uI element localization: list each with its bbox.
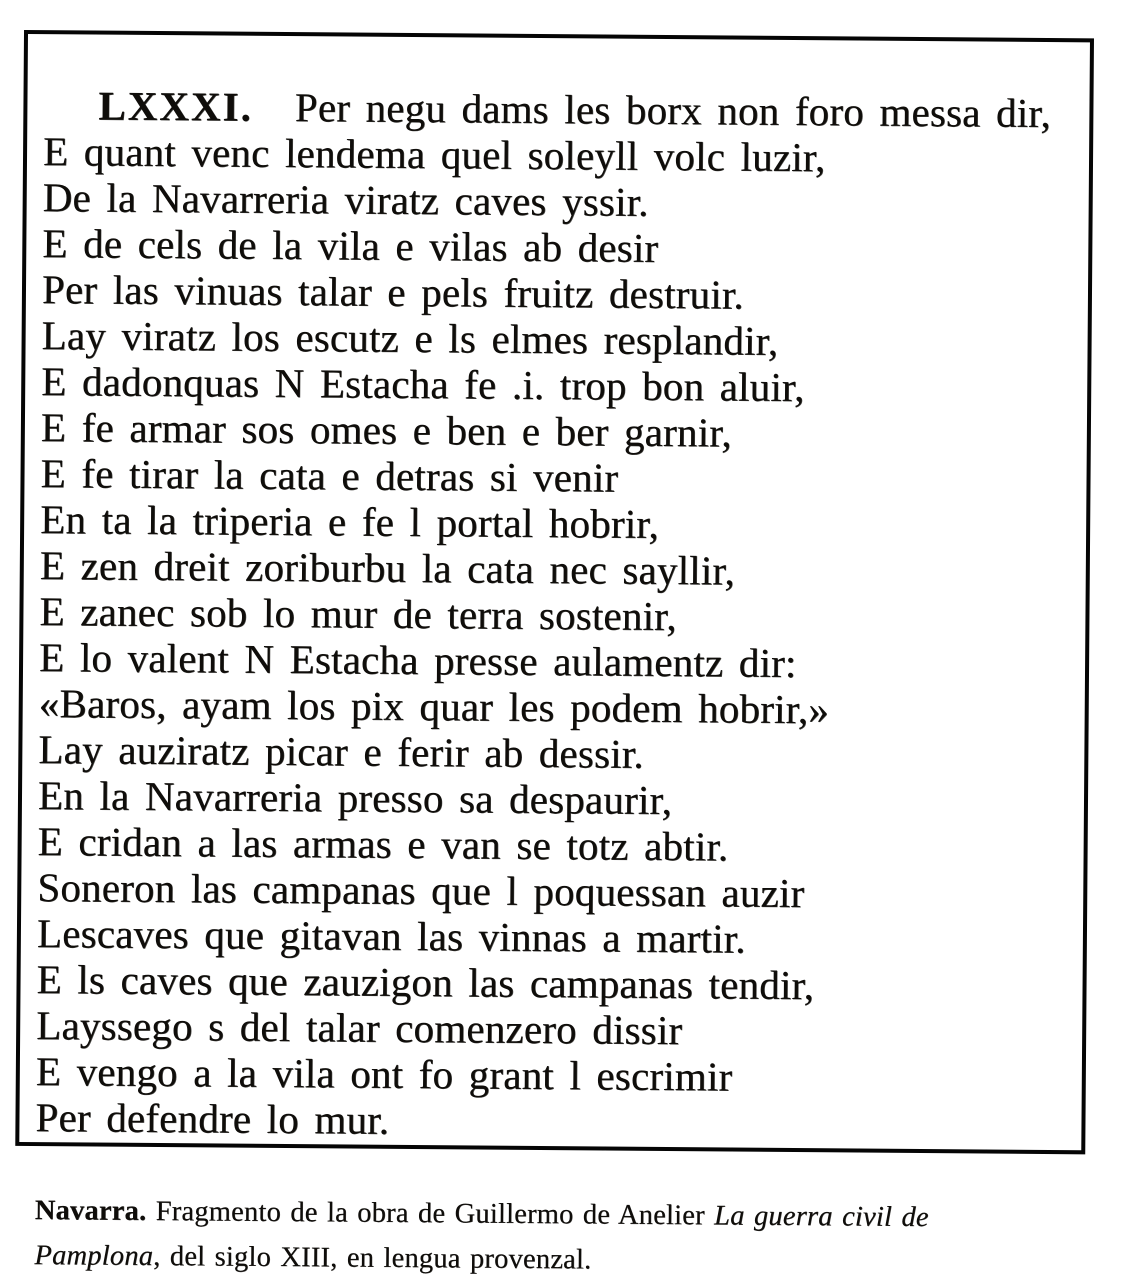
poem-line: E vengo a la vila ont fo grant l escrimir (35, 1048, 733, 1100)
caption-work-title: La guerra civil de Pamplona (34, 1200, 929, 1273)
poem-box-frame (15, 30, 1094, 1154)
poem-line: Soneron las campanas que l poquessan auzir (37, 864, 805, 917)
poem-line: Per las vinuas talar e pels fruitz destruir. (41, 266, 745, 318)
poem-line: E fe armar sos omes e ben e ber garnir, (40, 404, 733, 456)
poem-line: «Baros, ayam los pix quar les podem hobrir,» (38, 680, 830, 733)
poem-line: Lay viratz los escutz e ls elmes resplandir, (41, 312, 779, 364)
caption-text-before-title: Fragmento de la obra de Guillermo de Anelier (146, 1195, 715, 1232)
poem-line: E zanec sob lo mur de terra sostenir, (39, 588, 677, 640)
poem-line: Lay auziratz picar e ferir ab dessir. (38, 726, 644, 777)
poem-line: Lescaves que gitavan las vinnas a martir. (36, 910, 746, 962)
poem-line: Layssego s del talar comenzero dissir (36, 1002, 683, 1054)
poem-line: E fe tirar la cata e detras si venir (40, 450, 619, 501)
caption-text-after-title: , del siglo XIII, en lengua provenzal. (153, 1241, 592, 1276)
poem-line: E de cels de la vila e vilas ab desir (42, 220, 659, 271)
poem-line: E zen dreit zoriburbu la cata nec sayllir, (39, 542, 736, 594)
poem-line: E ls caves que zauzigon las campanas tendir, (36, 956, 815, 1009)
poem-line: En la Navarreria presso sa despaurir, (37, 772, 673, 824)
poem-line: De la Navarreria viratz caves yssir. (42, 174, 649, 225)
poem-line: E quant venc lendema quel soleyll volc luzir, (42, 128, 826, 181)
poem (19, 34, 1090, 1148)
poem-line (43, 82, 1079, 136)
poem-line: En ta la triperia e fe l portal hobrir, (40, 496, 660, 547)
poem-line: E cridan a las armas e van se totz abtir. (37, 818, 729, 870)
stanza-number: LXXXI. (98, 82, 254, 130)
poem-line-text: Per negu dams les borx non foro messa dir, (294, 84, 1052, 137)
poem-line: E lo valent N Estacha presse aulamentz dir: (38, 634, 797, 687)
poem-line: Per defendre lo mur. (35, 1094, 390, 1143)
poem-line: E dadonquas N Estacha fe .i. trop bon aluir, (41, 358, 805, 411)
caption (34, 1188, 980, 1285)
caption-region-label: Navarra. (34, 1195, 147, 1227)
